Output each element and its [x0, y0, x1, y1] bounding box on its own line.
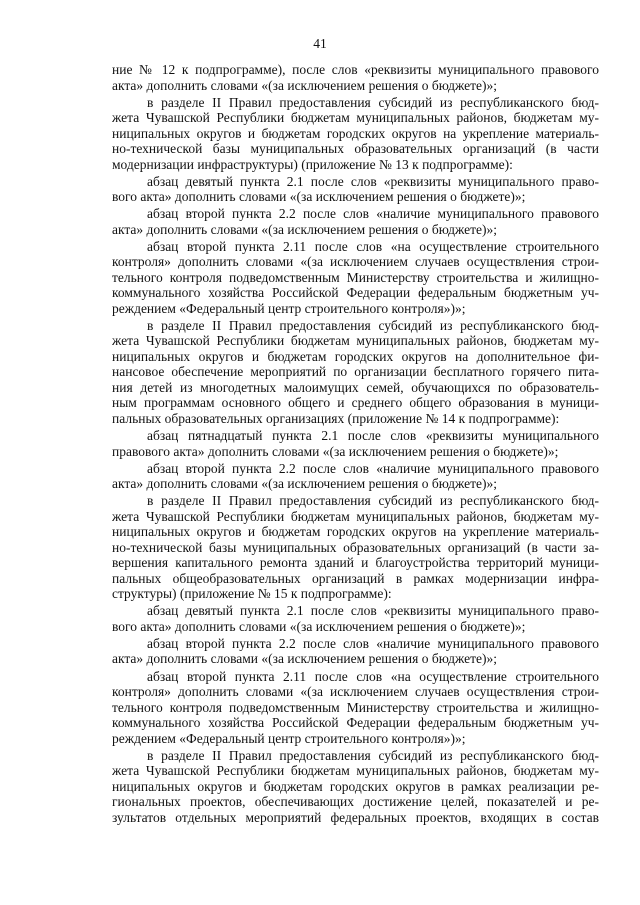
text-line: абзац второй пункта 2.11 после слов «на осуществление строительного	[147, 668, 599, 684]
text-line: вого акта» дополнить словами «(за исключением решения о бюджете)»;	[112, 189, 526, 205]
paragraph	[112, 318, 599, 427]
text-line: в разделе II Правил предоставления субсидий из республиканского бюд-	[147, 493, 599, 509]
text-line: вершения капитального ремонта зданий и благоустройства территорий муници-	[112, 555, 599, 571]
text-line: реждением «Федеральный центр строительного контроля»)»;	[112, 730, 466, 746]
text-line: вого акта» дополнить словами «(за исключением решения о бюджете)»;	[112, 618, 526, 634]
text-line: в разделе II Правил предоставления субсидий из республиканского бюд-	[147, 747, 599, 763]
text-line: контроля» дополнить словами «(за исключением случаев осуществления строи-	[112, 684, 599, 700]
text-line: правового акта» дополнить словами «(за исключением решения о бюджете)»;	[112, 443, 559, 459]
text-line: в разделе II Правил предоставления субсидий из республиканского бюд-	[147, 94, 599, 110]
text-line: акта» дополнить словами «(за исключением решения о бюджете)»;	[112, 77, 498, 93]
text-line: акта» дополнить словами «(за исключением решения о бюджете)»;	[112, 221, 498, 237]
paragraph	[112, 239, 599, 317]
paragraph	[112, 428, 599, 459]
text-line: абзац второй пункта 2.2 после слов «наличие муниципального правового	[147, 460, 599, 476]
text-line: зультатов отдельных мероприятий федеральных проектов, входящих в состав	[112, 809, 599, 825]
text-line: жета Чувашской Республики бюджетам муниципальных районов, бюджетам му-	[112, 333, 599, 349]
paragraph	[112, 206, 599, 237]
text-line: абзац второй пункта 2.11 после слов «на осуществление строительного	[147, 238, 599, 254]
text-line: акта» дополнить словами «(за исключением решения о бюджете)»;	[112, 476, 498, 492]
text-line: но-технической базы муниципальных образовательных организаций (в части	[112, 141, 599, 157]
paragraph	[112, 461, 599, 492]
page-number: 41	[313, 36, 327, 51]
text-line: абзац пятнадцатый пункта 2.1 после слов «реквизиты муниципального	[147, 428, 599, 444]
text-line: жета Чувашской Республики бюджетам муниципальных районов, бюджетам му-	[112, 110, 599, 126]
text-line: в разделе II Правил предоставления субсидий из республиканского бюд-	[147, 317, 599, 333]
text-line: коммунального хозяйства Российской Федерации федеральным бюджетным уч-	[112, 715, 599, 731]
text-line: абзац второй пункта 2.2 после слов «наличие муниципального правового	[147, 635, 599, 651]
text-line: ниципальных округов и бюджетам городских округов на укрепление материаль-	[112, 125, 599, 141]
paragraph	[112, 603, 599, 634]
document-body	[112, 62, 599, 827]
text-line: коммунального хозяйства Российской Федерации федеральным бюджетным уч-	[112, 285, 599, 301]
text-line: ние № 12 к подпрограмме), после слов «реквизиты муниципального правового	[112, 62, 599, 77]
text-line: модернизации инфраструктуры) (приложение № 13 к подпрограмме):	[112, 156, 513, 172]
text-line: ниципальных округов и бюджетам городских округов на дополнительное фи-	[112, 348, 599, 364]
text-line: абзац девятый пункта 2.1 после слов «реквизиты муниципального право-	[147, 603, 599, 619]
text-line: контроля» дополнить словами «(за исключением случаев осуществления строи-	[112, 254, 599, 270]
text-line: нансовое обеспечение мероприятий по организации бесплатного горячего пита-	[112, 364, 599, 380]
text-line: структуры) (приложение № 15 к подпрограмме):	[112, 586, 392, 602]
text-line: ным программам основного общего и среднего общего образования в муници-	[112, 395, 599, 411]
text-line: акта» дополнить словами «(за исключением решения о бюджете)»;	[112, 651, 498, 667]
text-line: жета Чувашской Республики бюджетам муниципальных районов, бюджетам му-	[112, 763, 599, 779]
paragraph	[112, 669, 599, 747]
paragraph	[112, 62, 599, 93]
text-line: пальных общеобразовательных организаций в рамках модернизации инфра-	[112, 570, 599, 586]
text-line: абзац второй пункта 2.2 после слов «наличие муниципального правового	[147, 206, 599, 222]
paragraph	[112, 493, 599, 602]
paragraph	[112, 95, 599, 173]
text-line: тельного контроля подведомственным Министерству строительства и жилищно-	[112, 699, 599, 715]
paragraph	[112, 748, 599, 826]
paragraph	[112, 174, 599, 205]
text-line: пальных образовательных организациях (приложение № 14 к подпрограмме):	[112, 410, 560, 426]
text-line: тельного контроля подведомственным Министерству строительства и жилищно-	[112, 269, 599, 285]
text-line: гиональных проектов, обеспечивающих достижение целей, показателей и ре-	[112, 794, 599, 810]
text-line: ниципальных округов и бюджетам городских округов в рамках реализации ре-	[112, 778, 599, 794]
text-line: реждением «Федеральный центр строительного контроля»)»;	[112, 300, 466, 316]
text-line: ния детей из многодетных малоимущих семей, обучающихся по образователь-	[112, 379, 599, 395]
text-line: но-технической базы муниципальных образовательных организаций (в части за-	[112, 539, 599, 555]
text-line: абзац девятый пункта 2.1 после слов «реквизиты муниципального право-	[147, 173, 599, 189]
text-line: жета Чувашской Республики бюджетам муниципальных районов, бюджетам му-	[112, 508, 599, 524]
text-line: ниципальных округов и бюджетам городских округов на укрепление материаль-	[112, 524, 599, 540]
paragraph	[112, 636, 599, 667]
